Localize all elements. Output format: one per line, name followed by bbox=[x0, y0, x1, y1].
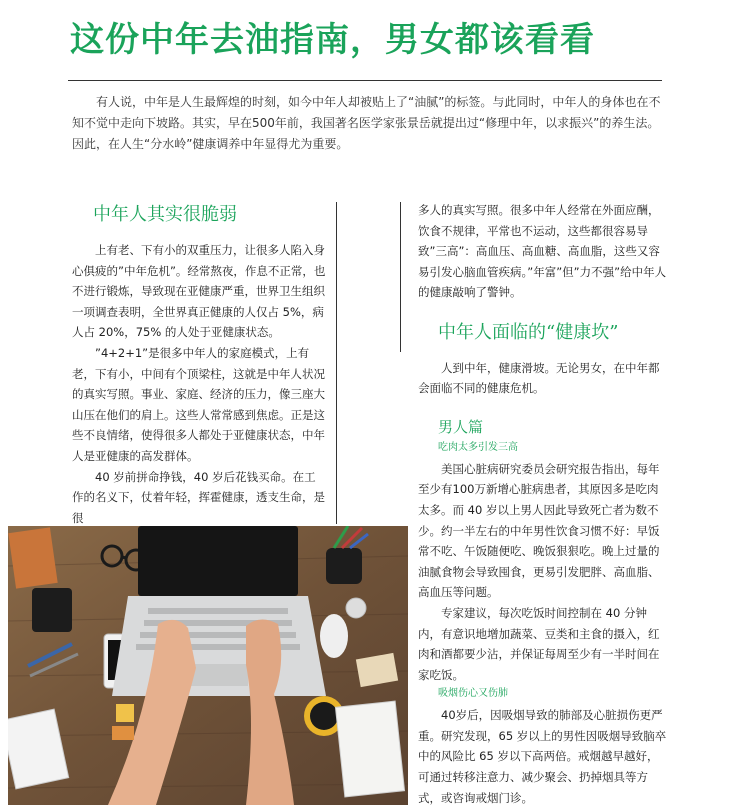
section-heading-health-hurdle: 中年人面临的“健康坎” bbox=[438, 321, 619, 343]
right-paragraph-2: 美国心脏病研究委员会研究报告指出，每年至少有100万新增心脏病患者，其原因多是吃肉太多。而 40 岁以上男人因此导致死亡者为数不少。约一半左右的中年男性饮食习惯不好：早饭常不吃、午饭随便吃、晚饭狠狠吃。晚上过量的油腻食物会导致囤食，更易引发肥胖、高血脂、高血压等问题。 bbox=[418, 461, 660, 600]
intro-paragraph bbox=[72, 92, 664, 155]
right-column-rule bbox=[400, 202, 401, 352]
desk-photo-illustration bbox=[8, 526, 408, 805]
left-paragraph-2: ”4+2+1”是很多中年人的家庭模式，上有老，下有小，中间有个顶梁柱，这就是中年人状况的真实写照。事业、家庭、经济的压力，像三座大山压在他们的肩上。这些人常常感到焦虑。正是这些不良情绪，使得很多人都处于亚健康状态，中年人是亚健康的高发群体。 bbox=[72, 345, 325, 463]
subheading-meat: 吃肉太多引发三高 bbox=[438, 441, 518, 453]
article-title: 这份中年去油指南，男女都该看看 bbox=[70, 20, 595, 60]
right-paragraph-1: 人到中年，健康滑坡。无论男女，在中年都会面临不同的健康危机。 bbox=[418, 360, 660, 396]
right-paragraph-3: 专家建议，每次吃饭时间控制在 40 分钟内，有意识地增加蔬菜、豆类和主食的摄入，红肉和酒都要少沾，并保证每周至少有一半时间在家吃饭。 bbox=[418, 605, 660, 682]
left-column-rule bbox=[336, 202, 337, 524]
left-column-text bbox=[72, 240, 327, 528]
left-paragraph-3: 40 岁前拼命挣钱，40 岁后花钱买命。在工作的名义下，仗着年轻，挥霍健康，透支生命，是很 bbox=[72, 469, 325, 525]
subheading-men: 男人篇 bbox=[438, 417, 484, 436]
desk-laptop-photo bbox=[8, 526, 408, 805]
title-divider bbox=[68, 80, 662, 81]
subheading-smoking: 吸烟伤心又伤肺 bbox=[438, 688, 508, 700]
intro-text: 有人说，中年是人生最辉煌的时刻，如今中年人却被贴上了“油腻”的标签。与此同时，中年人的身体也在不知不觉中走向下坡路。其实，早在500年前，我国著名医学家张景岳就提出过“修理中年，以求振兴”的养生法。因此，在人生“分水岭”健康调养中年显得尤为重要。 bbox=[72, 95, 661, 151]
section-heading-fragile: 中年人其实很脆弱 bbox=[93, 204, 237, 225]
right-continuation: 多人的真实写照。很多中年人经常在外面应酬，饮食不规律，平常也不运动，这些都很容易导致”三高”：高血压、高血糖、高血脂，这些又容易引发心脑血管疾病。”年富”但”力不强”给中年人的健康敲响了警钟。 bbox=[418, 203, 667, 300]
left-paragraph-1: 上有老、下有小的双重压力，让很多人陷入身心俱疲的”中年危机”。经常熬夜，作息不正常，也不进行锻炼，导致现在亚健康严重，世界卫生组织一项调查表明，全世界真正健康的人仅占 5%，病人占 20%，75% 的人处于亚健康状态。 bbox=[72, 243, 326, 340]
right-paragraph-4: 40岁后，因吸烟导致的肺部及心脏损伤更严重。研究发现，65 岁以上的男性因吸烟导致脑卒中的风险比 65 岁以下高两倍。戒烟越早越好，可通过转移注意力、减少聚会、扔掉烟具等方式，或咨询戒烟门诊。 bbox=[418, 708, 667, 805]
right-column bbox=[418, 200, 668, 808]
